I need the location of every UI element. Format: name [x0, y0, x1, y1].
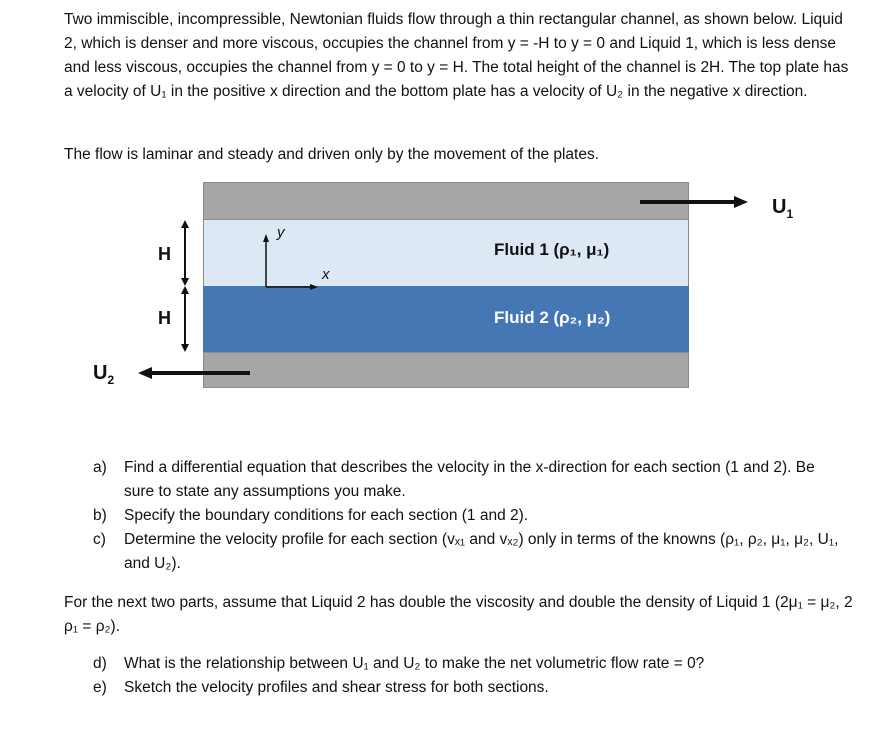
u1-arrow [640, 196, 748, 208]
h-dimension-bottom [181, 286, 189, 352]
question-text: Sketch the velocity profiles and shear stress for both sections. [124, 679, 549, 696]
y-axis-label: y [277, 224, 285, 241]
question-list-part2 [93, 652, 843, 700]
u2-arrow [138, 367, 250, 379]
question-text: Specify the boundary conditions for each section (1 and 2). [124, 507, 529, 524]
h-label-top: H [158, 244, 171, 264]
fluid-2-label: Fluid 2 (ρ₂, μ₂) [494, 308, 611, 327]
h-label-bottom: H [158, 308, 171, 328]
h-dimension-top [181, 220, 189, 286]
fluid-1-label: Fluid 1 (ρ₁, μ₁) [494, 240, 610, 259]
question-text: Find a differential equation that describes the velocity in the x-direction for each section (1 and 2). Be sure to state any assumptions you make. [124, 459, 815, 500]
question-marker: a) [93, 459, 107, 476]
question-list-part1 [93, 456, 843, 576]
x-axis-label: x [322, 266, 330, 283]
question-marker: c) [93, 531, 106, 548]
flow-conditions-paragraph: The flow is laminar and steady and driven only by the movement of the plates. [64, 146, 600, 163]
question-marker: b) [93, 507, 107, 524]
diagram-arrows [0, 178, 893, 398]
u1-label: $U_1$ [772, 196, 794, 221]
question-marker: e) [93, 679, 107, 696]
question-item [93, 456, 843, 504]
intro-paragraph: Two immiscible, incompressible, Newtonian fluids flow through a thin rectangular channel, as shown below. Liquid 2, which is denser and more viscous, occupies the channel from y = -H to y = 0 and Liquid 1, which is less dense and less viscous, occupies the channel from y = 0 to y = H. The total height of the channel is 2H. The top plate has a velocity of U₁ in the positive x direction and the bottom plate has a velocity of U₂ in the negative x direction. [64, 11, 849, 100]
question-text: Determine the velocity profile for each section (vₓ₁ and vₓ₂) only in terms of the knowns (ρ₁, ρ₂, μ₁, μ₂, U₁, and U₂). [124, 531, 839, 572]
question-marker: d) [93, 655, 107, 672]
channel-diagram [0, 178, 893, 398]
question-item [93, 528, 843, 576]
coordinate-axes [263, 234, 318, 290]
u2-label: $U_2$ [93, 362, 115, 387]
question-item [93, 504, 843, 528]
question-item [93, 676, 843, 700]
question-item [93, 652, 843, 676]
assumption-paragraph: For the next two parts, assume that Liquid 2 has double the viscosity and double the density of Liquid 1 (2μ₁ = μ₂, 2 ρ₁ = ρ₂). [64, 594, 853, 635]
question-text: What is the relationship between U₁ and U₂ to make the net volumetric flow rate = 0? [124, 655, 705, 672]
